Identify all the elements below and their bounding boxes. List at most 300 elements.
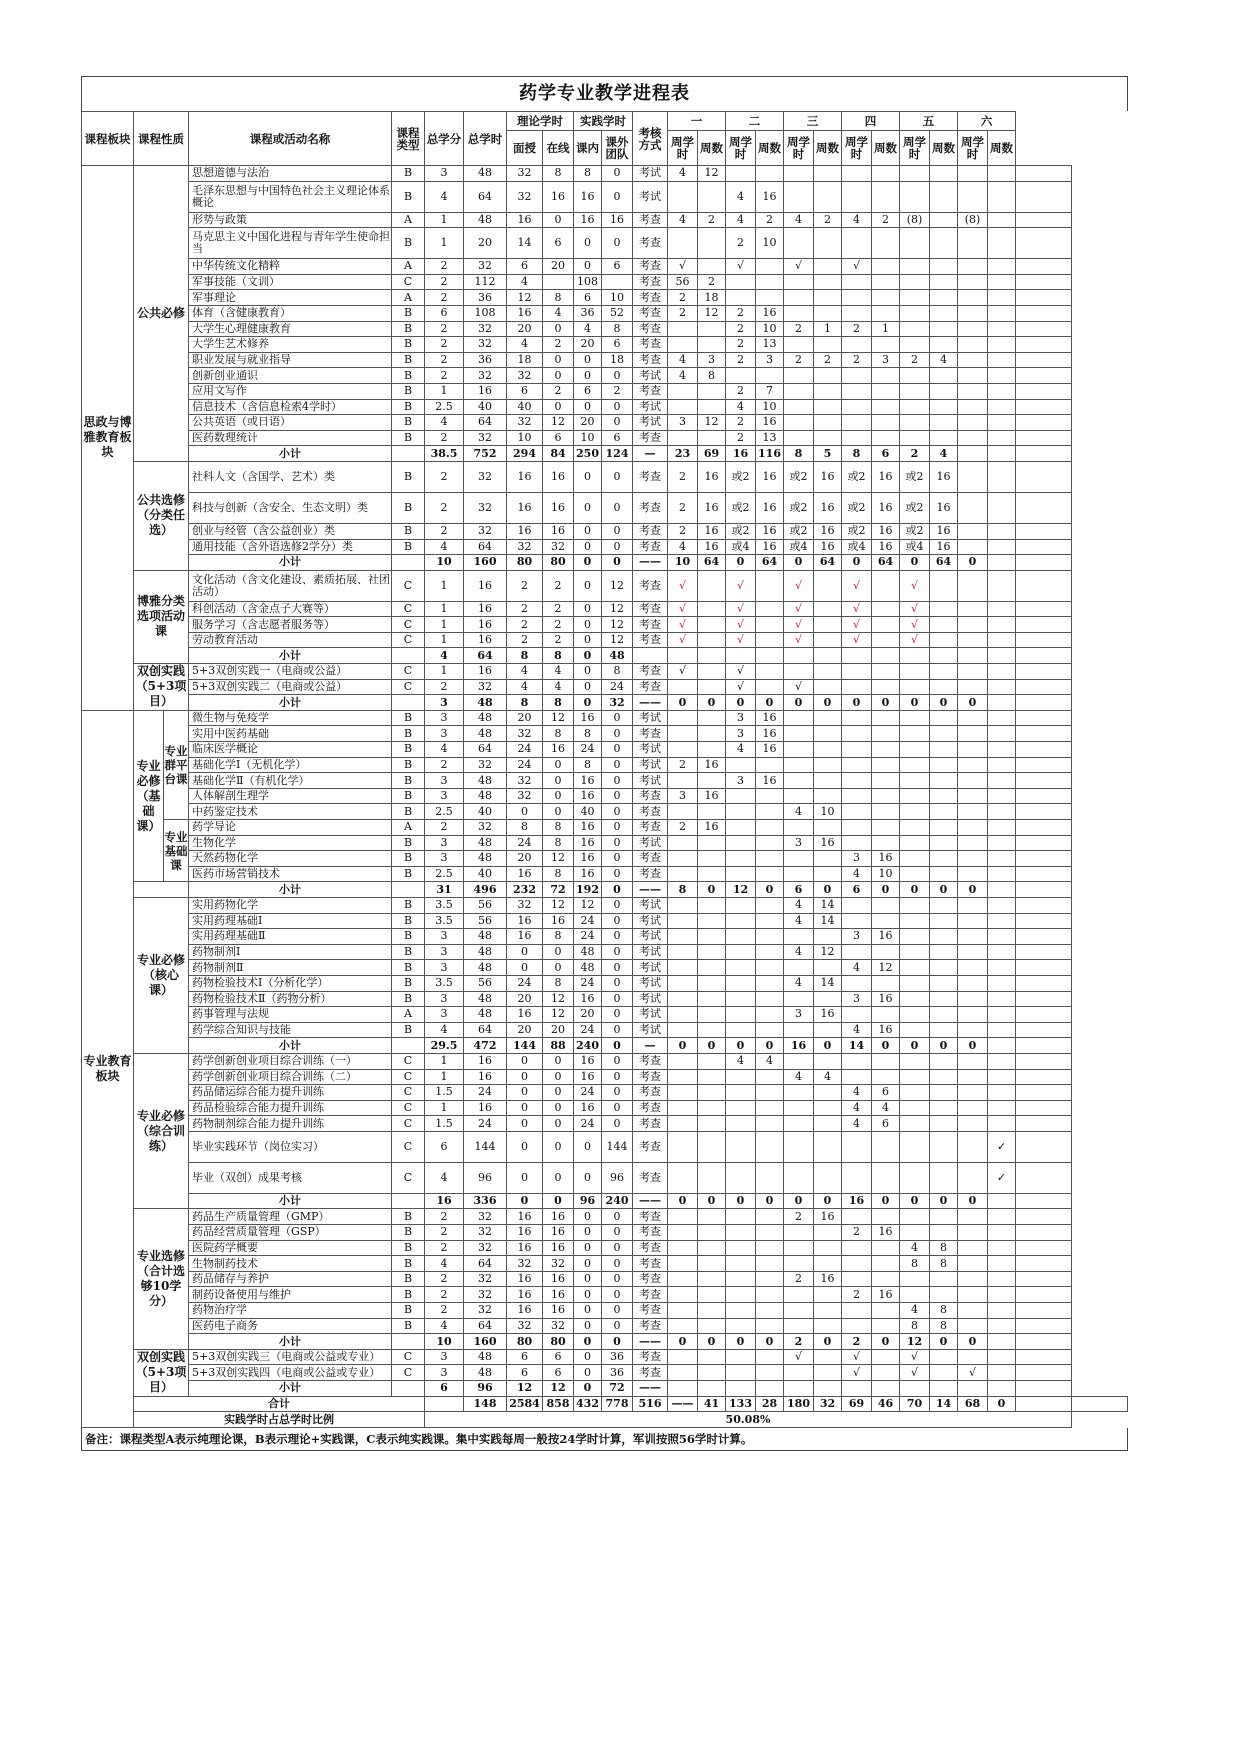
course-nature: 双创实践（5+3项目） — [134, 664, 189, 711]
term-weeks — [988, 337, 1016, 353]
total-credits: 1 — [425, 1053, 464, 1069]
table-row — [82, 664, 1128, 680]
course-nature: 博雅分类选项活动课 — [134, 570, 189, 663]
total-hours: 96 — [464, 1162, 507, 1193]
course-name: 科创活动（含金点子大赛等） — [189, 601, 392, 617]
term-week-hours: 2 — [784, 1334, 814, 1350]
course-type: C — [392, 1365, 425, 1381]
term-weeks — [930, 804, 958, 820]
theory-face: 20 — [507, 851, 543, 867]
term-weeks — [814, 664, 842, 680]
term-weeks: 14 — [814, 913, 842, 929]
term-six-weeks — [1016, 710, 1072, 726]
term-week-hours — [784, 305, 814, 321]
term-weeks — [814, 259, 842, 275]
theory-face: 32 — [507, 415, 543, 431]
course-name: 创新创业通识 — [189, 368, 392, 384]
total-hours: 36 — [464, 290, 507, 306]
term-weeks: 16 — [756, 742, 784, 758]
term-weeks — [872, 1365, 900, 1381]
header-weeks: 周数 — [988, 131, 1016, 166]
practice-outclass: 0 — [602, 913, 633, 929]
total-credits: 2 — [425, 290, 464, 306]
course-subgroup: 专业基础课 — [164, 820, 189, 882]
term-weeks — [988, 461, 1016, 492]
table-row — [82, 1131, 1128, 1162]
term-weeks: 16 — [698, 820, 726, 836]
term-week-hours: √ — [842, 259, 872, 275]
theory-online: 8 — [543, 166, 574, 182]
term-weeks — [814, 617, 842, 633]
total-credits: 2 — [425, 523, 464, 539]
term-weeks — [988, 617, 1016, 633]
term-week-hours — [668, 710, 698, 726]
term-six-weeks — [1016, 679, 1072, 695]
theory-face: 144 — [507, 1038, 543, 1054]
term-weeks — [988, 1365, 1016, 1381]
practice-outclass: 0 — [602, 804, 633, 820]
course-type: B — [392, 181, 425, 212]
term-week-hours: 0 — [668, 1193, 698, 1209]
term-weeks — [814, 1225, 842, 1241]
term-weeks: 16 — [872, 1287, 900, 1303]
term-week-hours — [668, 399, 698, 415]
practice-outclass: 0 — [602, 929, 633, 945]
exam-method: 考查 — [633, 1256, 668, 1272]
term-weeks — [872, 259, 900, 275]
theory-face: 2 — [507, 632, 543, 648]
total-credits: 1.5 — [425, 1085, 464, 1101]
total-hours: 64 — [464, 539, 507, 555]
course-type: A — [392, 820, 425, 836]
theory-face: 16 — [507, 461, 543, 492]
term-weeks: 7 — [756, 383, 784, 399]
course-name: 5+3双创实践四（电商或公益或专业） — [189, 1365, 392, 1381]
total-credits: 1 — [425, 212, 464, 228]
total-hours: 16 — [464, 664, 507, 680]
term-week-hours — [784, 415, 814, 431]
subtotal-row — [82, 446, 1128, 462]
term-week-hours: 0 — [900, 555, 930, 571]
term-weeks — [872, 617, 900, 633]
table-row — [82, 1349, 1128, 1365]
term-week-hours: 46 — [872, 1396, 900, 1412]
practice-outclass: 52 — [602, 305, 633, 321]
term-week-hours — [958, 274, 988, 290]
term-weeks — [814, 1256, 842, 1272]
term-weeks — [756, 835, 784, 851]
term-week-hours: 或4 — [900, 539, 930, 555]
total-hours: 48 — [464, 726, 507, 742]
term-weeks: 3 — [756, 352, 784, 368]
total-hours: 336 — [464, 1193, 507, 1209]
theory-face: 8 — [507, 648, 543, 664]
total-hours: 472 — [464, 1038, 507, 1054]
term-weeks — [930, 975, 958, 991]
practice-inclass: 20 — [574, 1007, 602, 1023]
theory-face: 12 — [507, 290, 543, 306]
practice-outclass: 0 — [602, 1053, 633, 1069]
term-week-hours — [668, 337, 698, 353]
term-week-hours — [784, 181, 814, 212]
practice-outclass: 0 — [602, 555, 633, 571]
course-type: B — [392, 788, 425, 804]
term-week-hours — [958, 1271, 988, 1287]
term-weeks: 16 — [872, 991, 900, 1007]
table-row — [82, 726, 1128, 742]
term-weeks — [988, 1287, 1016, 1303]
practice-inclass: 0 — [574, 632, 602, 648]
term-weeks — [988, 851, 1016, 867]
theory-online: 0 — [543, 773, 574, 789]
course-name: 药事管理与法规 — [189, 1007, 392, 1023]
theory-online: 6 — [543, 1349, 574, 1365]
term-weeks — [698, 1287, 726, 1303]
theory-face: 6 — [507, 1349, 543, 1365]
exam-method: —— — [633, 695, 668, 711]
term-six-weeks — [1016, 1271, 1072, 1287]
practice-inclass: 0 — [574, 1271, 602, 1287]
term-weeks — [930, 1225, 958, 1241]
term-weeks — [988, 1022, 1016, 1038]
table-row — [82, 259, 1128, 275]
term-weeks — [814, 1240, 842, 1256]
term-weeks: 70 — [900, 1396, 930, 1412]
term-weeks: 0 — [698, 1038, 726, 1054]
term-week-hours — [958, 352, 988, 368]
total-hours: 144 — [464, 1131, 507, 1162]
table-row — [82, 430, 1128, 446]
term-weeks: 3 — [872, 352, 900, 368]
term-week-hours: √ — [842, 1349, 872, 1365]
term-weeks — [814, 710, 842, 726]
table-row — [82, 1225, 1128, 1241]
term-week-hours — [900, 415, 930, 431]
term-weeks — [988, 570, 1016, 601]
term-week-hours — [784, 820, 814, 836]
total-credits: 3 — [425, 773, 464, 789]
term-weeks: 1 — [814, 321, 842, 337]
term-weeks: 16 — [872, 492, 900, 523]
term-week-hours: √ — [900, 1365, 930, 1381]
term-week-hours: 16 — [784, 1038, 814, 1054]
subtotal-label: 小计 — [189, 446, 392, 462]
theory-online: 6 — [543, 228, 574, 259]
term-six-weeks — [1016, 929, 1072, 945]
course-type: B — [392, 851, 425, 867]
exam-method: 考试 — [633, 742, 668, 758]
total-credits: 3 — [425, 835, 464, 851]
term-week-hours — [958, 944, 988, 960]
term-week-hours — [668, 1303, 698, 1319]
course-name: 毛泽东思想与中国特色社会主义理论体系概论 — [189, 181, 392, 212]
term-weeks — [756, 1131, 784, 1162]
header-online: 在线 — [543, 131, 574, 166]
table-row — [82, 975, 1128, 991]
term-weeks: 16 — [756, 305, 784, 321]
practice-outclass: 0 — [602, 523, 633, 539]
term-six-weeks — [1016, 492, 1072, 523]
theory-online: 4 — [543, 664, 574, 680]
term-weeks — [988, 523, 1016, 539]
term-weeks — [698, 679, 726, 695]
theory-face: 16 — [507, 1240, 543, 1256]
term-week-hours — [958, 181, 988, 212]
term-weeks: ✓ — [988, 1131, 1016, 1162]
exam-method: 考查 — [633, 1162, 668, 1193]
theory-online: 8 — [543, 726, 574, 742]
term-week-hours — [900, 1116, 930, 1132]
course-name: 实用药理基础Ⅱ — [189, 929, 392, 945]
term-weeks: 0 — [930, 882, 958, 898]
course-name: 职业发展与就业指导 — [189, 352, 392, 368]
term-weeks: 0 — [814, 695, 842, 711]
term-week-hours — [842, 1303, 872, 1319]
term-week-hours — [958, 430, 988, 446]
practice-inclass: 0 — [574, 523, 602, 539]
total-hours: 16 — [464, 570, 507, 601]
course-type: B — [392, 461, 425, 492]
table-row — [82, 368, 1128, 384]
practice-inclass: 778 — [602, 1396, 633, 1412]
practice-inclass: 24 — [574, 1022, 602, 1038]
term-week-hours — [726, 1225, 756, 1241]
header-nature: 课程性质 — [134, 112, 189, 166]
exam-method: 考查 — [633, 321, 668, 337]
term-week-hours: √ — [668, 601, 698, 617]
term-week-hours: 4 — [900, 1240, 930, 1256]
term-week-hours — [958, 1240, 988, 1256]
term-week-hours: 2 — [726, 383, 756, 399]
practice-inclass: 0 — [574, 1209, 602, 1225]
term-week-hours — [900, 773, 930, 789]
total-hours: 64 — [464, 1022, 507, 1038]
exam-method: 考查 — [633, 1349, 668, 1365]
term-weeks — [988, 679, 1016, 695]
term-weeks — [698, 430, 726, 446]
term-week-hours — [784, 166, 814, 182]
term-week-hours — [726, 1162, 756, 1193]
course-type: B — [392, 742, 425, 758]
term-weeks — [930, 929, 958, 945]
course-type: A — [392, 259, 425, 275]
term-week-hours — [726, 1318, 756, 1334]
total-credits: 1 — [425, 570, 464, 601]
table-row — [82, 866, 1128, 882]
term-week-hours: 4 — [842, 960, 872, 976]
exam-method: 考试 — [633, 710, 668, 726]
practice-outclass: 0 — [602, 820, 633, 836]
term-week-hours: √ — [784, 259, 814, 275]
term-week-hours — [842, 788, 872, 804]
total-label: 合计 — [134, 1396, 425, 1412]
term-weeks — [814, 820, 842, 836]
term-weeks — [814, 290, 842, 306]
term-weeks — [814, 1381, 842, 1397]
term-weeks — [988, 991, 1016, 1007]
course-name: 医药电子商务 — [189, 1318, 392, 1334]
total-credits: 3 — [425, 1349, 464, 1365]
term-week-hours — [958, 866, 988, 882]
term-week-hours — [726, 290, 756, 306]
term-week-hours — [784, 1100, 814, 1116]
term-week-hours: 3 — [726, 773, 756, 789]
practice-inclass: 0 — [574, 664, 602, 680]
term-six-weeks — [1016, 1053, 1072, 1069]
term-weeks — [698, 337, 726, 353]
term-week-hours: 0 — [958, 1038, 988, 1054]
term-weeks: 16 — [872, 1022, 900, 1038]
course-type: B — [392, 944, 425, 960]
practice-outclass: 0 — [602, 461, 633, 492]
term-week-hours — [842, 1381, 872, 1397]
course-type: C — [392, 617, 425, 633]
term-week-hours: 3 — [784, 1007, 814, 1023]
table-row — [82, 352, 1128, 368]
term-week-hours — [842, 337, 872, 353]
course-name: 药学导论 — [189, 820, 392, 836]
block-label: 专业教育板块 — [82, 710, 134, 1427]
term-week-hours — [958, 664, 988, 680]
term-week-hours — [958, 679, 988, 695]
term-weeks — [988, 430, 1016, 446]
total-credits: 1 — [425, 601, 464, 617]
term-week-hours: √ — [726, 632, 756, 648]
course-type: B — [392, 804, 425, 820]
term-week-hours: √ — [900, 617, 930, 633]
theory-face: 32 — [507, 773, 543, 789]
total-hours: 32 — [464, 368, 507, 384]
theory-online: 16 — [543, 1271, 574, 1287]
theory-online: 0 — [543, 1131, 574, 1162]
term-week-hours: 56 — [668, 274, 698, 290]
theory-online: 32 — [543, 1256, 574, 1272]
term-weeks — [930, 757, 958, 773]
term-weeks — [756, 1100, 784, 1116]
practice-outclass: 0 — [602, 1240, 633, 1256]
term-weeks — [930, 1365, 958, 1381]
term-week-hours — [784, 1162, 814, 1193]
theory-online: 8 — [543, 835, 574, 851]
schedule-sheet — [81, 76, 1128, 1451]
term-weeks — [988, 1240, 1016, 1256]
term-weeks — [814, 773, 842, 789]
practice-inclass: 108 — [574, 274, 602, 290]
term-weeks — [872, 1381, 900, 1397]
practice-outclass: 0 — [602, 1038, 633, 1054]
schedule-table — [81, 111, 1128, 1428]
term-weeks: 13 — [756, 337, 784, 353]
practice-outclass: 0 — [602, 1069, 633, 1085]
total-hours: 32 — [464, 259, 507, 275]
total-hours: 496 — [464, 882, 507, 898]
exam-method: 考查 — [633, 851, 668, 867]
theory-face: 2 — [507, 570, 543, 601]
practice-inclass: 24 — [574, 742, 602, 758]
exam-method: 考查 — [633, 1225, 668, 1241]
term-weeks — [756, 368, 784, 384]
theory-online: 16 — [543, 1225, 574, 1241]
term-six-weeks — [1016, 1022, 1072, 1038]
total-hours: 64 — [464, 181, 507, 212]
term-week-hours — [668, 1271, 698, 1287]
course-type: B — [392, 1240, 425, 1256]
term-week-hours — [900, 1100, 930, 1116]
term-weeks — [756, 1256, 784, 1272]
theory-online: 12 — [543, 710, 574, 726]
term-weeks: 2 — [698, 274, 726, 290]
term-weeks: 16 — [698, 788, 726, 804]
course-type: C — [392, 274, 425, 290]
term-week-hours — [842, 820, 872, 836]
term-weeks — [698, 1085, 726, 1101]
term-week-hours — [668, 1085, 698, 1101]
term-week-hours — [958, 415, 988, 431]
term-week-hours: 4 — [784, 913, 814, 929]
term-weeks — [756, 617, 784, 633]
total-credits: 2.5 — [425, 804, 464, 820]
header-practice: 实践学时 — [574, 112, 633, 131]
practice-outclass: 0 — [602, 1116, 633, 1132]
practice-outclass: 8 — [602, 664, 633, 680]
term-weeks: 6 — [872, 1116, 900, 1132]
term-weeks: 16 — [814, 1271, 842, 1287]
term-week-hours — [900, 804, 930, 820]
term-week-hours — [842, 290, 872, 306]
exam-method: 考试 — [633, 181, 668, 212]
practice-inclass: 0 — [574, 461, 602, 492]
course-name: 药学创新创业项目综合训练（二） — [189, 1069, 392, 1085]
practice-ratio-value: 50.08% — [425, 1412, 1072, 1428]
term-weeks: 18 — [698, 290, 726, 306]
term-week-hours: 2 — [900, 446, 930, 462]
term-weeks — [698, 897, 726, 913]
table-row — [82, 166, 1128, 182]
term-weeks — [988, 804, 1016, 820]
term-weeks — [698, 1381, 726, 1397]
term-weeks — [756, 1162, 784, 1193]
term-week-hours — [668, 679, 698, 695]
exam-method: 考查 — [633, 804, 668, 820]
term-week-hours — [958, 1022, 988, 1038]
term-week-hours — [668, 1131, 698, 1162]
term-week-hours — [958, 1209, 988, 1225]
term-weeks — [698, 944, 726, 960]
term-weeks — [756, 975, 784, 991]
term-week-hours — [668, 1225, 698, 1241]
course-name: 药品储存与养护 — [189, 1271, 392, 1287]
term-six-weeks — [1016, 352, 1072, 368]
term-week-hours — [726, 166, 756, 182]
term-week-hours: 4 — [784, 975, 814, 991]
practice-outclass: 0 — [602, 897, 633, 913]
term-six-weeks — [1016, 446, 1072, 462]
total-credits: 3 — [425, 1365, 464, 1381]
term-weeks: 8 — [930, 1303, 958, 1319]
practice-inclass: 8 — [574, 726, 602, 742]
term-week-hours: 或2 — [726, 461, 756, 492]
theory-face: 2 — [507, 617, 543, 633]
term-week-hours — [900, 430, 930, 446]
term-weeks — [756, 929, 784, 945]
course-type: B — [392, 1256, 425, 1272]
term-weeks — [988, 726, 1016, 742]
exam-method: 考试 — [633, 929, 668, 945]
course-type: B — [392, 913, 425, 929]
total-credits: 4 — [425, 1256, 464, 1272]
term-week-hours — [842, 944, 872, 960]
course-type: B — [392, 368, 425, 384]
